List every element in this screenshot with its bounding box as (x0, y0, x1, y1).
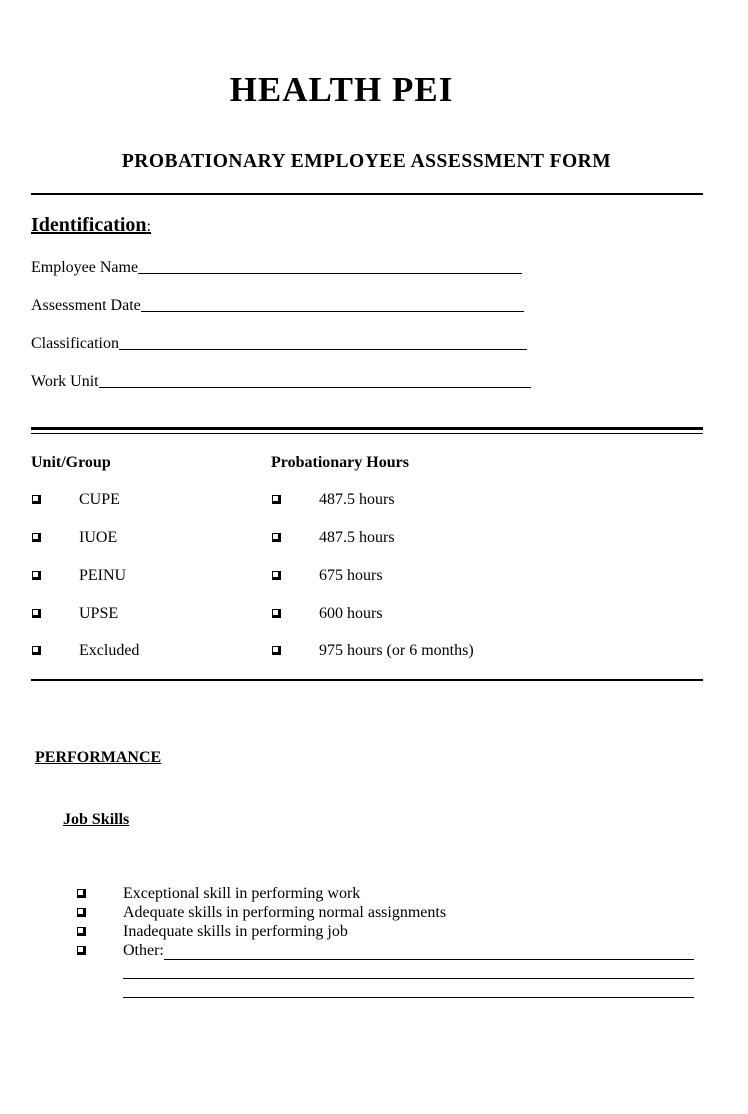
employee-name-label: Employee Name (31, 259, 139, 276)
checkbox-adequate-skills[interactable] (77, 908, 86, 917)
checkbox-upse[interactable] (32, 609, 41, 618)
checkbox-hours-cupe[interactable] (272, 495, 281, 504)
classification-line[interactable] (119, 333, 527, 350)
work-unit-field[interactable] (31, 371, 531, 391)
probationary-hours-heading: Probationary Hours (271, 454, 409, 471)
checkbox-cupe[interactable] (32, 495, 41, 504)
checkbox-hours-upse[interactable] (272, 609, 281, 618)
divider (31, 679, 703, 681)
unit-group-heading: Unit/Group (31, 454, 111, 471)
checkbox-peinu[interactable] (32, 571, 41, 580)
hours-cupe: 487.5 hours (319, 491, 395, 508)
work-unit-line[interactable] (99, 371, 531, 388)
option-inadequate-skills: Inadequate skills in performing job (123, 923, 348, 940)
document-title: HEALTH PEI (229, 70, 454, 109)
hours-iuoe: 487.5 hours (319, 529, 395, 546)
other-line-1[interactable] (164, 959, 694, 960)
checkbox-hours-excluded[interactable] (272, 646, 281, 655)
employee-name-field[interactable] (31, 257, 522, 277)
classification-field[interactable] (31, 333, 527, 353)
checkbox-other[interactable] (77, 946, 86, 955)
divider-thin (31, 433, 703, 434)
option-exceptional-skill: Exceptional skill in performing work (123, 885, 361, 902)
checkbox-inadequate-skills[interactable] (77, 927, 86, 936)
option-other: Other: (123, 942, 164, 959)
divider-thick (31, 427, 703, 430)
identification-heading (31, 214, 151, 237)
classification-label: Classification (31, 335, 119, 352)
assessment-date-field[interactable] (31, 295, 524, 315)
divider (31, 193, 703, 195)
assessment-date-label: Assessment Date (31, 297, 141, 314)
unit-iuoe: IUOE (79, 529, 118, 546)
unit-cupe: CUPE (79, 491, 120, 508)
job-skills-heading: Job Skills (63, 811, 130, 828)
work-unit-label: Work Unit (31, 373, 99, 390)
performance-heading: PERFORMANCE (35, 749, 162, 766)
employee-name-line[interactable] (138, 257, 522, 274)
heading-colon: : (146, 218, 152, 235)
identification-heading-text: Identification (31, 214, 147, 236)
form-subtitle: PROBATIONARY EMPLOYEE ASSESSMENT FORM (121, 151, 612, 172)
option-adequate-skills: Adequate skills in performing normal assignments (123, 904, 447, 921)
unit-excluded: Excluded (79, 642, 140, 659)
hours-peinu: 675 hours (319, 567, 383, 584)
other-line-2[interactable] (123, 978, 694, 979)
checkbox-hours-iuoe[interactable] (272, 533, 281, 542)
checkbox-hours-peinu[interactable] (272, 571, 281, 580)
checkbox-exceptional-skill[interactable] (77, 889, 86, 898)
unit-upse: UPSE (79, 605, 119, 622)
hours-upse: 600 hours (319, 605, 383, 622)
unit-peinu: PEINU (79, 567, 127, 584)
hours-excluded: 975 hours (or 6 months) (319, 642, 474, 659)
other-line-3[interactable] (123, 997, 694, 998)
assessment-date-line[interactable] (141, 295, 524, 312)
checkbox-iuoe[interactable] (32, 533, 41, 542)
checkbox-excluded[interactable] (32, 646, 41, 655)
